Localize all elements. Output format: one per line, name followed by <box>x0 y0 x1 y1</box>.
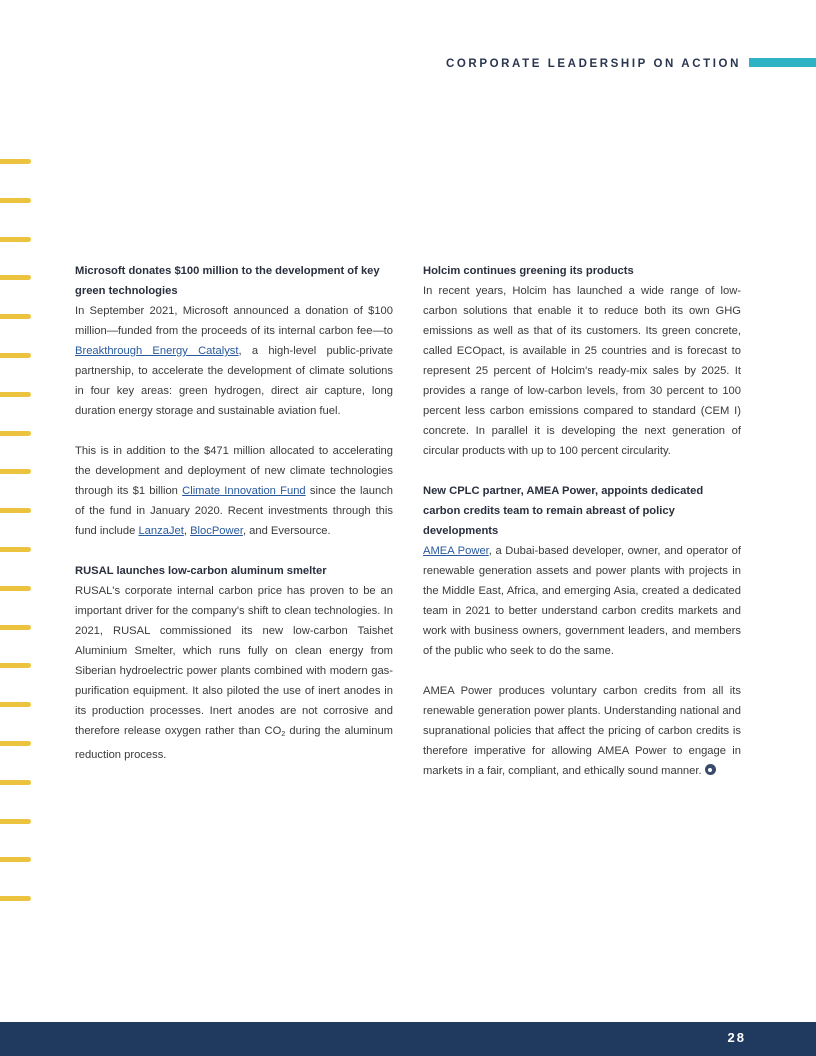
margin-tick <box>0 780 31 785</box>
amea-heading: New CPLC partner, AMEA Power, appoints dedicated carbon credits team to remain abreast of policy developments <box>423 485 704 537</box>
blocpower-link[interactable]: BlocPower <box>190 525 243 537</box>
microsoft-paragraph-2: This is in addition to the $471 million allocated to accelerating the development and deployment of new climate technologies through its $1 billion Climate Innovation Fund since the launch of the fund in January 2020. Recent investments through this fund include LanzaJet, BlocPower, and Eversource. <box>75 445 393 537</box>
margin-tick <box>0 353 31 358</box>
margin-tick <box>0 159 31 164</box>
holcim-heading: Holcim continues greening its products <box>423 265 634 277</box>
end-of-article-icon <box>705 764 716 775</box>
margin-tick <box>0 392 31 397</box>
breakthrough-energy-catalyst-link[interactable]: Breakthrough Energy Catalyst <box>75 345 239 357</box>
margin-tick-marks <box>0 159 32 899</box>
margin-tick <box>0 702 31 707</box>
page-number: 28 <box>727 1030 746 1045</box>
margin-tick <box>0 896 31 901</box>
lanzajet-link[interactable]: LanzaJet <box>138 525 184 537</box>
amea-paragraph-1: AMEA Power, a Dubai-based developer, owner, and operator of renewable generation assets and power plants with projects in the Middle East, Africa, and emerging Asia, created a dedicated team in 2021 to better understand carbon credits markets and work with business owners, government leaders, and members of the public who seek to do the same. <box>423 545 741 657</box>
microsoft-paragraph-1: In September 2021, Microsoft announced a donation of $100 million—funded from the proceeds of its internal carbon fee—to Breakthrough Energy Catalyst, a high-level public-private partnership, to accelerate the development of climate solutions in four key areas: green hydrogen, direct air capture, long duration energy storage and sustainable aviation fuel. <box>75 305 393 417</box>
left-column <box>75 261 393 765</box>
margin-tick <box>0 314 31 319</box>
rusal-heading: RUSAL launches low-carbon aluminum smelter <box>75 565 327 577</box>
margin-tick <box>0 508 31 513</box>
margin-tick <box>0 663 31 668</box>
header-accent-bar <box>749 58 816 67</box>
margin-tick <box>0 198 31 203</box>
margin-tick <box>0 275 31 280</box>
margin-tick <box>0 469 31 474</box>
amea-paragraph-2: AMEA Power produces voluntary carbon credits from all its renewable generation power plants. Understanding national and supranational policies that affect the pricing of carbon credits is therefore imperative for allowing AMEA Power to engage in markets in a fair, compliant, and ethically sound manner. <box>423 685 741 777</box>
margin-tick <box>0 547 31 552</box>
right-column <box>423 261 741 781</box>
margin-tick <box>0 586 31 591</box>
margin-tick <box>0 819 31 824</box>
section-title: CORPORATE LEADERSHIP ON ACTION <box>445 58 741 70</box>
margin-tick <box>0 431 31 436</box>
climate-innovation-fund-link[interactable]: Climate Innovation Fund <box>182 485 306 497</box>
microsoft-heading: Microsoft donates $100 million to the development of key green technologies <box>75 265 380 297</box>
margin-tick <box>0 857 31 862</box>
rusal-paragraph: RUSAL's corporate internal carbon price has proven to be an important driver for the company's shift to clean technologies. In 2021, RUSAL commissioned its new low-carbon Taishet Aluminium Smelter, which runs fully on clean energy from Siberian hydroelectric power plants combined with modern gas-purification equipment. It also piloted the use of inert anodes in its production processes. Inert anodes are not corrosive and therefore release oxygen rather than $CO_2$ during the aluminum reduction process. <box>75 585 393 761</box>
margin-tick <box>0 237 31 242</box>
margin-tick <box>0 741 31 746</box>
amea-power-link[interactable]: AMEA Power <box>423 545 489 557</box>
holcim-paragraph: In recent years, Holcim has launched a wide range of low-carbon solutions that enable it to reduce both its own GHG emissions as well as that of its customers. Its green concrete, called ECOpact, is available in 25 countries and is forecast to represent 25 percent of Holcim's ready-mix sales by 2025. It provides a range of low-carbon levels, from 30 percent to 100 percent less carbon emissions compared to standard (CEM I) concrete. In parallel it is developing the next generation of circular products with up to 100 percent circularity. <box>423 285 741 457</box>
footer-bar <box>0 1022 816 1056</box>
margin-tick <box>0 625 31 630</box>
